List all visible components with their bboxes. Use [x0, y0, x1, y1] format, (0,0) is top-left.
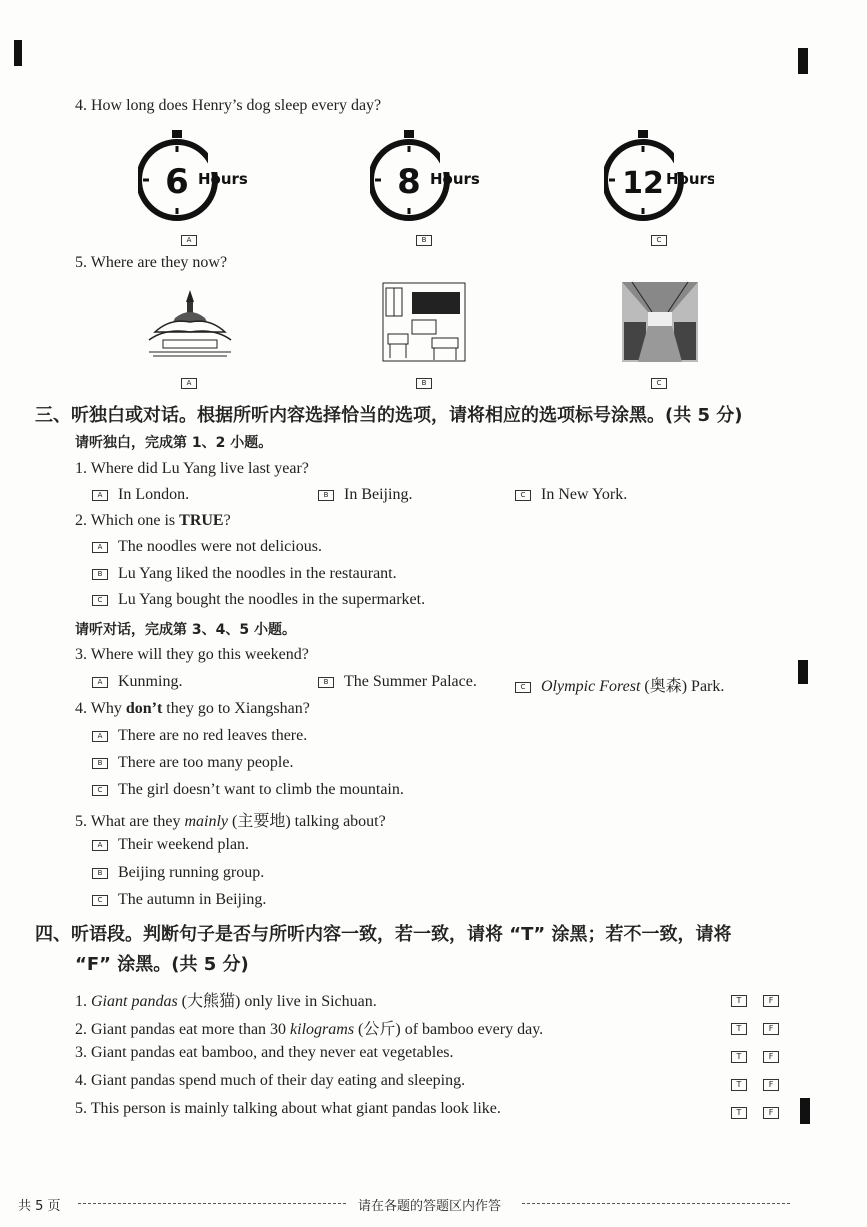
stopwatch-icon	[604, 128, 714, 228]
clock-number: 12	[622, 166, 664, 201]
s3-question-5	[75, 808, 386, 831]
s3-q2-option-c[interactable]	[92, 591, 425, 609]
s3-q3-option-b[interactable]	[318, 673, 477, 691]
train-image	[622, 282, 698, 362]
footer-divider	[78, 1203, 346, 1204]
tf-boxes-2	[731, 1018, 779, 1036]
option-box[interactable]: B	[318, 490, 334, 501]
alignment-mark	[798, 660, 808, 684]
option-box[interactable]: B	[92, 758, 108, 769]
s3-q1-option-c[interactable]	[515, 486, 627, 504]
option-box[interactable]: A	[92, 677, 108, 688]
s4-statement-5: 5. This person is mainly talking about what giant pandas look like.	[75, 1100, 501, 1117]
alignment-mark	[14, 40, 22, 66]
option-text: In New York.	[541, 486, 628, 503]
false-box[interactable]: F	[763, 1051, 779, 1063]
option-box[interactable]: C	[92, 785, 108, 796]
option-box[interactable]: B	[92, 868, 108, 879]
question-text: (主要地) talking about?	[227, 813, 386, 830]
s3-question-3: 3. Where will they go this weekend?	[75, 646, 309, 663]
section-4-title-line2: “F” 涂黑。(共 5 分)	[75, 954, 249, 975]
tf-boxes-4	[731, 1074, 779, 1092]
clock-unit: Hours	[666, 170, 714, 188]
picture-train-interior	[622, 282, 698, 367]
option-text: Beijing running group.	[118, 864, 265, 881]
tf-boxes-3	[731, 1046, 779, 1064]
clock-unit: Hours	[198, 170, 248, 188]
picture-park-pagoda	[145, 288, 235, 365]
option-box[interactable]: A	[92, 731, 108, 742]
true-box[interactable]: T	[731, 1051, 747, 1063]
question-text: ?	[223, 512, 231, 529]
question-text: 2. Which one is	[75, 512, 180, 529]
alignment-mark	[798, 48, 808, 74]
statement-text: 2. Giant pandas eat more than 30	[75, 1021, 291, 1038]
statement-text: 1.	[75, 993, 91, 1010]
s3-question-2	[75, 512, 231, 530]
stopwatch-icon	[370, 128, 480, 228]
option-text: In Beijing.	[344, 486, 413, 503]
option-text: The Summer Palace.	[344, 673, 477, 690]
s4-statement-3: 3. Giant pandas eat bamboo, and they never eat vegetables.	[75, 1044, 454, 1061]
option-box[interactable]: C	[515, 682, 531, 693]
option-box[interactable]: C	[92, 595, 108, 606]
option-text: The noodles were not delicious.	[118, 538, 322, 555]
s3-q1-option-a[interactable]	[92, 486, 189, 504]
alignment-mark	[800, 1098, 810, 1124]
s3-q5-option-a[interactable]	[92, 836, 249, 854]
question-text: 4. Why	[75, 700, 126, 717]
option-text: The autumn in Beijing.	[118, 891, 267, 908]
option-text: Lu Yang liked the noodles in the restaurant.	[118, 565, 397, 582]
option-text: Kunming.	[118, 673, 183, 690]
option-text-italic: Olympic Forest	[541, 678, 641, 695]
s3-question-4	[75, 700, 310, 718]
option-box[interactable]: B	[318, 677, 334, 688]
clock-number: 6	[165, 162, 189, 202]
question-text: 5. What are they	[75, 813, 185, 830]
clock-unit: Hours	[430, 170, 480, 188]
option-text: The girl doesn’t want to climb the mountain.	[118, 781, 404, 798]
statement-italic: kilograms	[290, 1021, 355, 1038]
statement-text: (大熊猫) only live in Sichuan.	[177, 993, 377, 1010]
option-box-a[interactable]: A	[181, 235, 197, 246]
option-text: There are no red leaves there.	[118, 727, 308, 744]
s3-q4-option-a[interactable]	[92, 727, 307, 745]
s4-statement-1	[75, 988, 377, 1011]
s3-question-1: 1. Where did Lu Yang live last year?	[75, 460, 309, 477]
clock-option-c	[604, 128, 714, 233]
clock-number: 8	[397, 162, 421, 202]
true-box[interactable]: T	[731, 995, 747, 1007]
option-text: (奥森) Park.	[640, 678, 725, 695]
clock-option-b	[370, 128, 480, 233]
statement-text: (公斤) of bamboo every day.	[354, 1021, 544, 1038]
question-emphasis: don’t	[125, 700, 163, 717]
option-box-b[interactable]: B	[416, 235, 432, 246]
false-box[interactable]: F	[763, 1107, 779, 1119]
option-box-c[interactable]: C	[651, 378, 667, 389]
section-4-title-line1: 四、听语段。判断句子是否与所听内容一致，若一致，请将 “T” 涂黑；若不一致，请将	[35, 924, 732, 945]
s3-q2-option-b[interactable]	[92, 565, 397, 583]
option-box[interactable]: B	[92, 569, 108, 580]
s3-q5-option-c[interactable]	[92, 891, 266, 909]
footer-divider	[522, 1203, 790, 1204]
option-box[interactable]: A	[92, 542, 108, 553]
s4-statement-2	[75, 1016, 543, 1039]
option-box-c[interactable]: C	[651, 235, 667, 246]
false-box[interactable]: F	[763, 1023, 779, 1035]
true-box[interactable]: T	[731, 1023, 747, 1035]
statement-italic: Giant pandas	[91, 993, 178, 1010]
option-box[interactable]: C	[92, 895, 108, 906]
picture-classroom	[382, 282, 466, 367]
s4-statement-4: 4. Giant pandas spend much of their day eating and sleeping.	[75, 1072, 466, 1089]
question-text: they go to Xiangshan?	[162, 700, 310, 717]
true-box[interactable]: T	[731, 1107, 747, 1119]
s3-q3-option-c[interactable]	[515, 673, 724, 696]
option-text: In London.	[118, 486, 190, 503]
clock-option-a	[138, 128, 248, 233]
option-box[interactable]: A	[92, 840, 108, 851]
page-count: 共 5 页	[18, 1199, 61, 1214]
stopwatch-icon	[138, 128, 248, 228]
s3-q4-option-b[interactable]	[92, 754, 293, 772]
false-box[interactable]: F	[763, 995, 779, 1007]
section-3-instruction-monologue: 请听独白，完成第 1、2 小题。	[75, 435, 273, 451]
tf-boxes-1	[731, 990, 779, 1008]
option-box-b[interactable]: B	[416, 378, 432, 389]
question-4-dog-sleep: 4. How long does Henry’s dog sleep every day?	[75, 97, 382, 114]
section-3-instruction-dialogue: 请听对话，完成第 3、4、5 小题。	[75, 622, 296, 638]
footer-note: 请在各题的答题区内作答	[358, 1199, 502, 1214]
classroom-image	[382, 282, 466, 362]
option-box[interactable]: A	[92, 490, 108, 501]
s3-q3-option-a[interactable]	[92, 673, 182, 691]
option-text: There are too many people.	[118, 754, 294, 771]
section-3-title: 三、听独白或对话。根据所听内容选择恰当的选项，请将相应的选项标号涂黑。(共 5 分)	[35, 405, 743, 426]
question-italic: mainly	[184, 813, 228, 830]
option-box-a[interactable]: A	[181, 378, 197, 389]
pagoda-image	[145, 288, 235, 360]
s3-q5-option-b[interactable]	[92, 864, 264, 882]
option-text: Their weekend plan.	[118, 836, 250, 853]
s3-q4-option-c[interactable]	[92, 781, 404, 799]
s3-q2-option-a[interactable]	[92, 538, 322, 556]
tf-boxes-5	[731, 1102, 779, 1120]
option-box[interactable]: C	[515, 490, 531, 501]
question-emphasis: TRUE	[179, 512, 224, 529]
s3-q1-option-b[interactable]	[318, 486, 412, 504]
option-text: Lu Yang bought the noodles in the supermarket.	[118, 591, 426, 608]
false-box[interactable]: F	[763, 1079, 779, 1091]
true-box[interactable]: T	[731, 1079, 747, 1091]
question-5-where: 5. Where are they now?	[75, 254, 228, 271]
